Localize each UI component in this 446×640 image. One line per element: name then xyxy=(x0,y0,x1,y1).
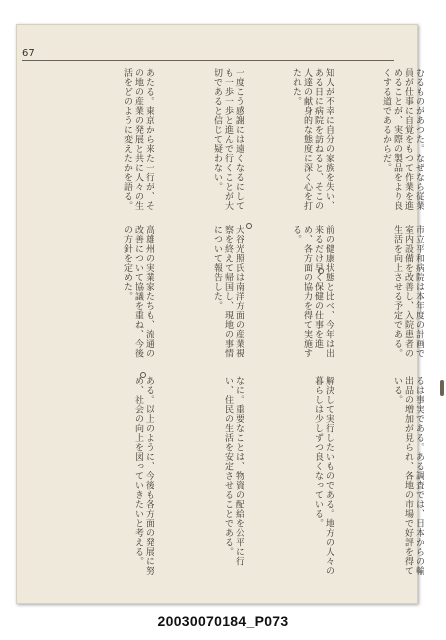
text-column-top-left: あたる。東京から来た一行が、その地の産業の発展と共に人々の生活をどのように変えたかを語る。 xyxy=(122,68,154,211)
text-column-mid-midright: 前の健康状態と比べ、今年は出来るだけ早く保健の仕事を進め、各方面の協力を得て実施する。 xyxy=(291,225,334,358)
image-caption: 20030070184_P073 xyxy=(157,613,289,629)
binding-edge xyxy=(440,380,444,396)
text-column-bottom-midright: 解決して実行したいものである。地方の人々の暮らしは少しずつ良くなっている。 xyxy=(313,376,334,576)
text-column-bottom-left: ある。以上のように、今後も各方面の発展に努め、社会の向上を図っていきたいと考える。 xyxy=(133,376,154,576)
text-column-mid-left: 高雄州の実業家たちも、流通の改善について協議を重ね、今後の方針を定めた。 xyxy=(122,225,154,358)
section-mark-icon xyxy=(318,268,324,274)
header-rule xyxy=(22,60,394,61)
text-column-mid-right: 市立平和病院は本年度の計画で室内設備を改善し、入院患者の生活を向上させる予定である。 xyxy=(392,225,424,358)
text-column-mid-midleft: 大谷光照氏は南洋方面の産業視察を終えて帰国し、現地の事情について報告した。 xyxy=(212,225,244,358)
text-column-bottom-midleft: なに。重要なことは、物資の配給を公平に行い、住民の生活を安定させることである。 xyxy=(223,376,244,566)
text-column-top-midleft: 一度こう感謝には遠くなるにしても一歩一歩と進んで行くことが大切であると信じて疑わない。 xyxy=(212,68,244,211)
section-mark-icon xyxy=(246,223,252,229)
section-mark-icon xyxy=(140,372,146,378)
text-column-bottom-right: るは事実である。ある調査では、日本からの輸出品の増加が見られ、各地の市場で好評を得ている。 xyxy=(392,376,424,576)
text-column-top-right: むるものがあつた。なぜなら従業員が仕事に自覚をもつて作業を進めることが、実際の製品をより良くする道であるからだ。 xyxy=(381,68,424,211)
text-column-top-midright: 知人が不幸に自分の家族を失い、ある日に病院を訪ねると、そこの人達の献身的な態度に深く心を打たれた。 xyxy=(291,68,334,211)
page-number: 67 xyxy=(22,48,35,59)
